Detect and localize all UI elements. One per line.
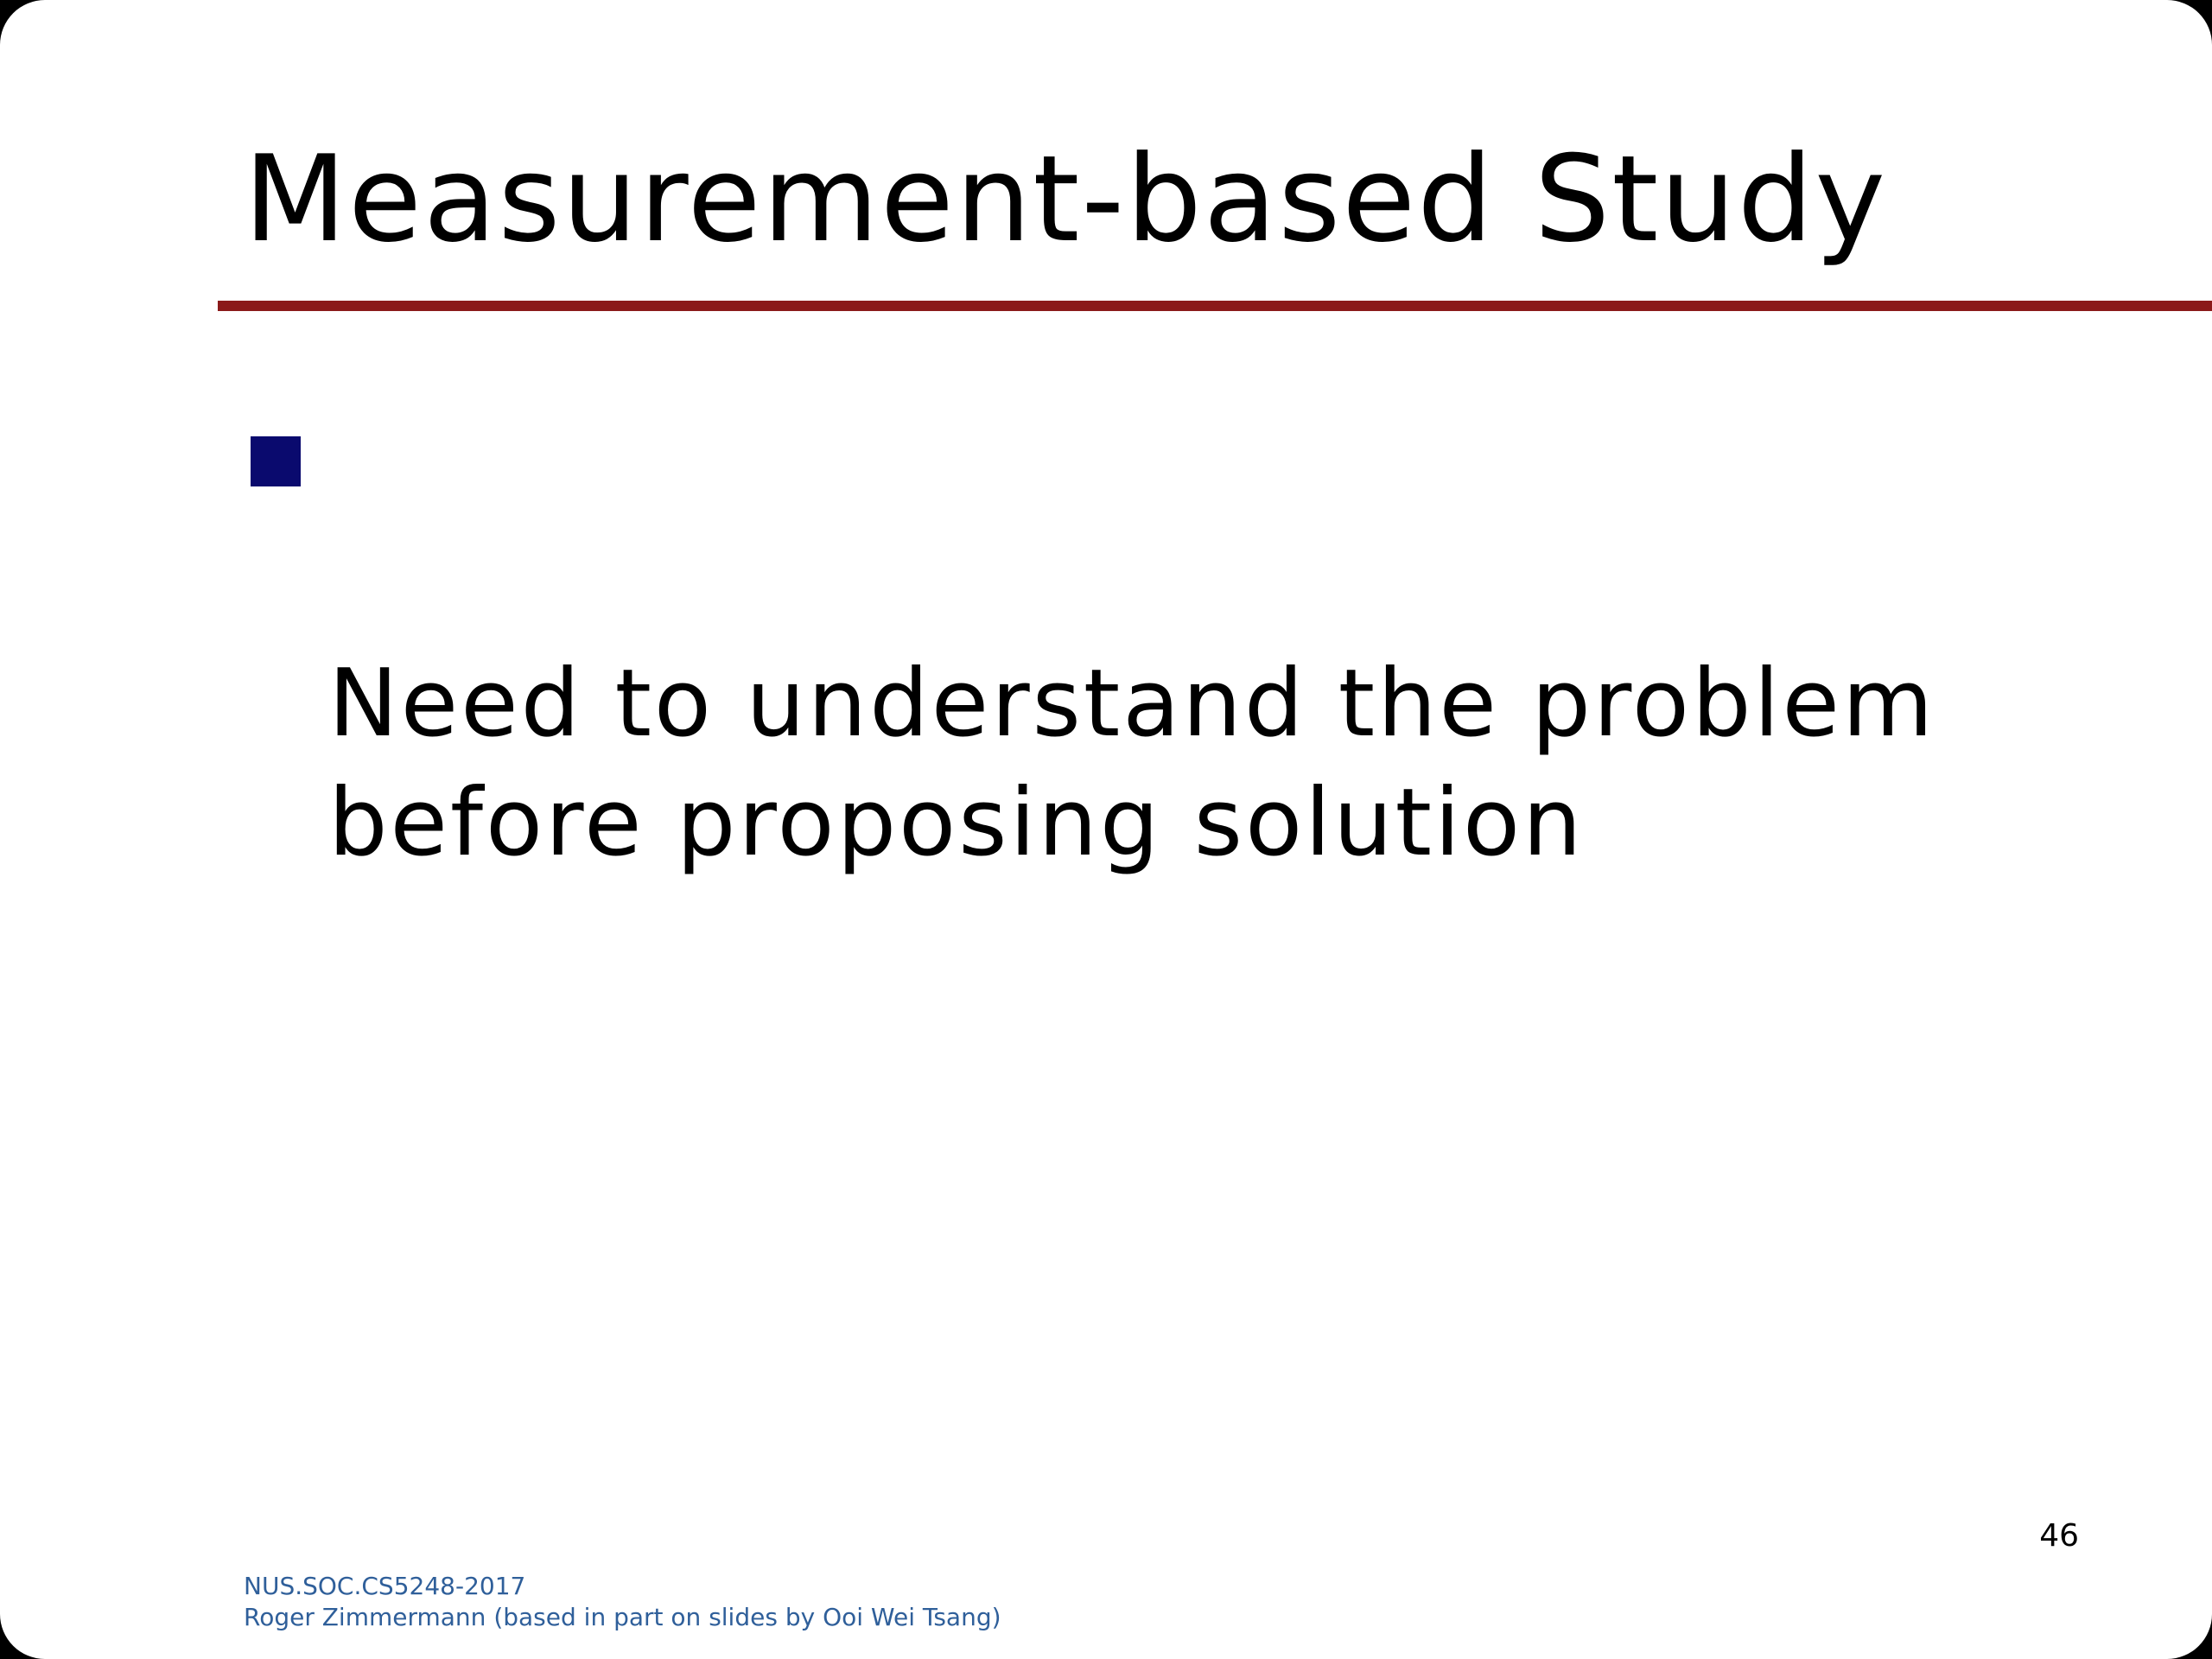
bullet-list [251, 406, 2065, 883]
footer-author: Roger Zimmermann (based in part on slides by Ooi Wei Tsang) [244, 1603, 1001, 1631]
square-bullet-icon [251, 436, 301, 486]
title-divider [218, 301, 2212, 311]
bullet-item [251, 406, 2065, 883]
footer-course: NUS.SOC.CS5248-2017 [244, 1572, 526, 1600]
slide-footer [244, 1571, 1001, 1633]
page-number: 46 [2039, 1518, 2079, 1554]
bullet-text: Need to understand the problem before proposing solution [328, 650, 1936, 877]
slide-title: Measurement-based Study [244, 130, 1888, 269]
